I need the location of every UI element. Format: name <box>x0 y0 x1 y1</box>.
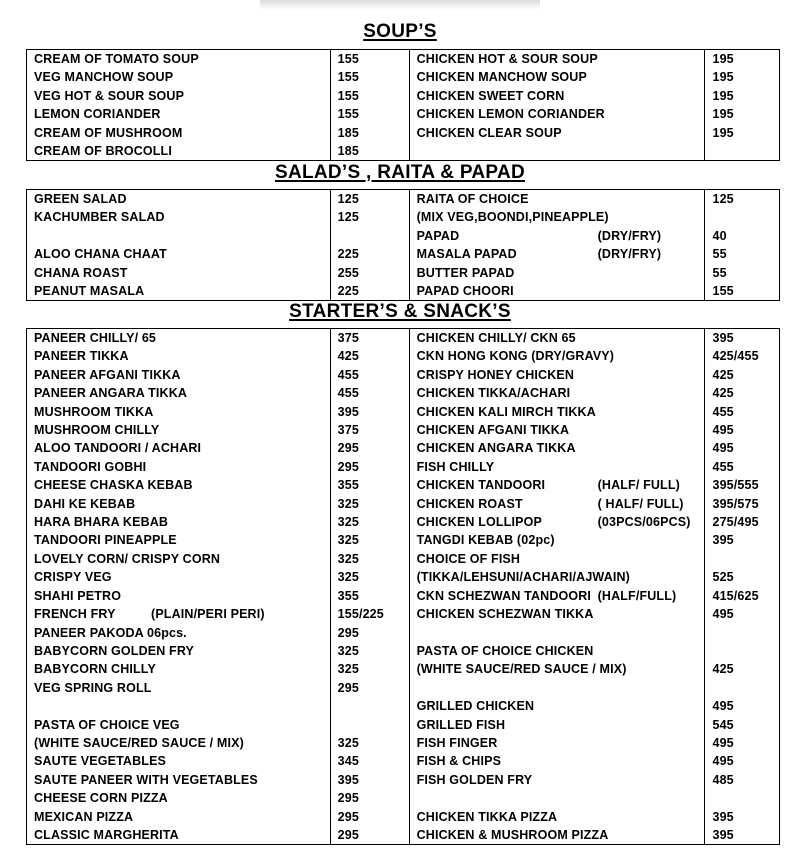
item-name-left: TANDOORI GOBHI <box>27 458 331 476</box>
item-name-left: CHEESE CHASKA KEBAB <box>27 476 331 494</box>
item-name-right: CHICKEN TIKKA PIZZA <box>409 808 705 826</box>
item-name-left: HARA BHARA KEBAB <box>27 513 331 531</box>
item-name-right: CHICKEN ANGARA TIKKA <box>409 439 705 457</box>
price-right: 195 <box>705 68 780 86</box>
price-right: 485 <box>705 771 780 789</box>
price-left: 295 <box>330 826 409 845</box>
price-right <box>705 642 780 660</box>
menu-row <box>27 642 780 660</box>
menu-row <box>27 771 780 789</box>
item-name-right: CRISPY HONEY CHICKEN <box>409 366 705 384</box>
menu-row <box>27 264 780 282</box>
item-name-right: (TIKKA/LEHSUNI/ACHARI/AJWAIN) <box>409 568 705 586</box>
price-left <box>330 697 409 715</box>
price-right <box>705 789 780 807</box>
price-right: 425 <box>705 366 780 384</box>
item-name-left: CREAM OF TOMATO SOUP <box>27 50 331 69</box>
price-left: 225 <box>330 282 409 301</box>
menu-row <box>27 124 780 142</box>
price-right: 275/495 <box>705 513 780 531</box>
item-name-right: CHICKEN HOT & SOUR SOUP <box>409 50 705 69</box>
menu-row <box>27 587 780 605</box>
menu-row <box>27 550 780 568</box>
item-name-right: (WHITE SAUCE/RED SAUCE / MIX) <box>409 660 705 678</box>
menu-row <box>27 789 780 807</box>
scan-shadow <box>260 0 540 10</box>
price-right: 495 <box>705 421 780 439</box>
menu-row <box>27 458 780 476</box>
soups-table <box>26 49 780 161</box>
menu-row <box>27 142 780 161</box>
menu-row <box>27 624 780 642</box>
menu-row <box>27 227 780 245</box>
item-name-left: VEG HOT & SOUR SOUP <box>27 87 331 105</box>
soups-heading: SOUP’S <box>363 21 437 42</box>
starters-table <box>26 328 780 845</box>
item-name-right: CHOICE OF FISH <box>409 550 705 568</box>
price-left: 125 <box>330 190 409 209</box>
item-name-right: TANGDI KEBAB (02pc) <box>409 531 705 549</box>
item-name-right: CHICKEN LEMON CORIANDER <box>409 105 705 123</box>
item-name-left: ALOO CHANA CHAAT <box>27 245 331 263</box>
menu-row <box>27 87 780 105</box>
menu-row <box>27 384 780 402</box>
menu-row <box>27 716 780 734</box>
item-name-left: (WHITE SAUCE/RED SAUCE / MIX) <box>27 734 331 752</box>
price-left: 295 <box>330 439 409 457</box>
starters-heading: STARTER’S & SNACK’S <box>289 301 511 322</box>
menu-row <box>27 476 780 494</box>
item-name-right: CHICKEN TIKKA/ACHARI <box>409 384 705 402</box>
item-name-right: CHICKEN SCHEZWAN TIKKA <box>409 605 705 623</box>
price-right: 155 <box>705 282 780 301</box>
price-right: 525 <box>705 568 780 586</box>
item-name-left: PANEER CHILLY/ 65 <box>27 329 331 348</box>
item-name-left: SAUTE VEGETABLES <box>27 752 331 770</box>
item-name-left: PANEER AFGANI TIKKA <box>27 366 331 384</box>
item-name-right: CHICKEN CLEAR SOUP <box>409 124 705 142</box>
item-name-left: FRENCH FRY (PLAIN/PERI PERI) <box>27 605 331 623</box>
item-name-left: PANEER ANGARA TIKKA <box>27 384 331 402</box>
item-option-tag: (PLAIN/PERI PERI) <box>151 607 265 622</box>
price-right: 195 <box>705 124 780 142</box>
item-name-right: CKN HONG KONG (DRY/GRAVY) <box>409 347 705 365</box>
item-name-left: VEG MANCHOW SOUP <box>27 68 331 86</box>
menu-row <box>27 105 780 123</box>
menu-row <box>27 752 780 770</box>
price-right: 395/555 <box>705 476 780 494</box>
menu-row <box>27 190 780 209</box>
item-name-left: ALOO TANDOORI / ACHARI <box>27 439 331 457</box>
menu-row <box>27 366 780 384</box>
item-name-left: CHANA ROAST <box>27 264 331 282</box>
item-name-left: LOVELY CORN/ CRISPY CORN <box>27 550 331 568</box>
price-left: 255 <box>330 264 409 282</box>
item-name-right: GRILLED CHICKEN <box>409 697 705 715</box>
price-right: 425 <box>705 660 780 678</box>
price-left: 295 <box>330 808 409 826</box>
price-left: 425 <box>330 347 409 365</box>
item-name-left: BABYCORN CHILLY <box>27 660 331 678</box>
item-name-right: RAITA OF CHOICE <box>409 190 705 209</box>
price-left <box>330 227 409 245</box>
menu-row <box>27 50 780 69</box>
item-name-left: TANDOORI PINEAPPLE <box>27 531 331 549</box>
price-right: 495 <box>705 605 780 623</box>
item-name-left: PANEER TIKKA <box>27 347 331 365</box>
price-left: 325 <box>330 495 409 513</box>
price-left: 325 <box>330 734 409 752</box>
price-left: 185 <box>330 124 409 142</box>
item-name-left: PANEER PAKODA 06pcs. <box>27 624 331 642</box>
price-left: 295 <box>330 624 409 642</box>
item-name-left: MUSHROOM TIKKA <box>27 403 331 421</box>
price-right: 455 <box>705 403 780 421</box>
price-left: 155 <box>330 68 409 86</box>
item-name-right: CHICKEN LOLLIPOP (03PCS/06PCS) <box>409 513 705 531</box>
price-right: 455 <box>705 458 780 476</box>
price-left: 355 <box>330 476 409 494</box>
price-left: 455 <box>330 384 409 402</box>
price-right: 425 <box>705 384 780 402</box>
price-left: 185 <box>330 142 409 161</box>
item-name-left: CREAM OF MUSHROOM <box>27 124 331 142</box>
item-name-right: CHICKEN KALI MIRCH TIKKA <box>409 403 705 421</box>
item-option-tag: (03PCS/06PCS) <box>597 515 691 530</box>
item-option-tag: (DRY/FRY) <box>597 247 662 262</box>
price-left: 155 <box>330 87 409 105</box>
item-name-left: CLASSIC MARGHERITA <box>27 826 331 845</box>
menu-row <box>27 734 780 752</box>
price-left: 395 <box>330 403 409 421</box>
item-name-right <box>409 624 705 642</box>
item-name-left: SAUTE PANEER WITH VEGETABLES <box>27 771 331 789</box>
item-name-right: (MIX VEG,BOONDI,PINEAPPLE) <box>409 208 705 226</box>
item-name-left: CHEESE CORN PIZZA <box>27 789 331 807</box>
item-name-left: SHAHI PETRO <box>27 587 331 605</box>
price-right: 395/575 <box>705 495 780 513</box>
price-right: 545 <box>705 716 780 734</box>
price-right: 395 <box>705 808 780 826</box>
price-right <box>705 624 780 642</box>
price-left: 325 <box>330 642 409 660</box>
menu-row <box>27 495 780 513</box>
item-name-right: FISH CHILLY <box>409 458 705 476</box>
item-name-right <box>409 789 705 807</box>
item-name-right: PAPAD (DRY/FRY) <box>409 227 705 245</box>
price-left: 325 <box>330 531 409 549</box>
item-name-left <box>27 697 331 715</box>
price-left: 125 <box>330 208 409 226</box>
item-name-right: CHICKEN MANCHOW SOUP <box>409 68 705 86</box>
price-left: 375 <box>330 329 409 348</box>
item-name-left: DAHI KE KEBAB <box>27 495 331 513</box>
menu-row <box>27 568 780 586</box>
item-name-right: CKN SCHEZWAN TANDOORI (HALF/FULL) <box>409 587 705 605</box>
item-name-right: CHICKEN & MUSHROOM PIZZA <box>409 826 705 845</box>
menu-row <box>27 679 780 697</box>
price-left: 155/225 <box>330 605 409 623</box>
item-name-left: MUSHROOM CHILLY <box>27 421 331 439</box>
price-right <box>705 208 780 226</box>
menu-row <box>27 403 780 421</box>
menu-row <box>27 697 780 715</box>
price-left: 375 <box>330 421 409 439</box>
price-right: 195 <box>705 87 780 105</box>
item-name-left: BABYCORN GOLDEN FRY <box>27 642 331 660</box>
item-name-right: FISH & CHIPS <box>409 752 705 770</box>
price-right <box>705 550 780 568</box>
price-right: 125 <box>705 190 780 209</box>
item-option-tag: (DRY/FRY) <box>597 228 662 243</box>
item-name-left <box>27 227 331 245</box>
price-left: 355 <box>330 587 409 605</box>
price-left: 295 <box>330 458 409 476</box>
price-right: 425/455 <box>705 347 780 365</box>
menu-row <box>27 329 780 348</box>
menu-row <box>27 826 780 845</box>
item-name-right: GRILLED FISH <box>409 716 705 734</box>
price-left: 455 <box>330 366 409 384</box>
salads-heading: SALAD’S , RAITA & PAPAD <box>274 162 526 183</box>
item-name-left: LEMON CORIANDER <box>27 105 331 123</box>
price-left: 325 <box>330 513 409 531</box>
price-left: 325 <box>330 660 409 678</box>
item-name-right: CHICKEN SWEET CORN <box>409 87 705 105</box>
item-name-right <box>409 679 705 697</box>
item-name-right: CHICKEN CHILLY/ CKN 65 <box>409 329 705 348</box>
price-left: 155 <box>330 105 409 123</box>
item-name-left: MEXICAN PIZZA <box>27 808 331 826</box>
menu-row <box>27 605 780 623</box>
price-right: 395 <box>705 329 780 348</box>
price-left: 325 <box>330 550 409 568</box>
menu-row <box>27 513 780 531</box>
item-name-right <box>409 142 705 161</box>
price-right: 495 <box>705 697 780 715</box>
price-right: 395 <box>705 826 780 845</box>
price-left: 345 <box>330 752 409 770</box>
price-right: 495 <box>705 439 780 457</box>
price-right: 195 <box>705 105 780 123</box>
item-name-left: PEANUT MASALA <box>27 282 331 301</box>
price-left: 295 <box>330 789 409 807</box>
menu-row <box>27 208 780 226</box>
menu-row <box>27 531 780 549</box>
item-name-right: MASALA PAPAD (DRY/FRY) <box>409 245 705 263</box>
price-right: 55 <box>705 264 780 282</box>
item-option-tag: (HALF/FULL) <box>597 588 677 603</box>
item-option-tag: ( HALF/ FULL) <box>597 496 684 511</box>
price-left: 155 <box>330 50 409 69</box>
item-name-left: PASTA OF CHOICE VEG <box>27 716 331 734</box>
price-right: 495 <box>705 734 780 752</box>
price-right: 40 <box>705 227 780 245</box>
item-option-tag: (HALF/ FULL) <box>597 478 680 493</box>
price-left: 225 <box>330 245 409 263</box>
item-name-left: CREAM OF BROCOLLI <box>27 142 331 161</box>
item-name-left: VEG SPRING ROLL <box>27 679 331 697</box>
price-right: 195 <box>705 50 780 69</box>
salads-table <box>26 189 780 301</box>
item-name-right: FISH GOLDEN FRY <box>409 771 705 789</box>
menu-row <box>27 282 780 301</box>
price-right <box>705 679 780 697</box>
item-name-right: CHICKEN TANDOORI (HALF/ FULL) <box>409 476 705 494</box>
item-name-right: FISH FINGER <box>409 734 705 752</box>
price-right: 415/625 <box>705 587 780 605</box>
item-name-right: PASTA OF CHOICE CHICKEN <box>409 642 705 660</box>
menu-row <box>27 347 780 365</box>
menu-row <box>27 439 780 457</box>
item-name-left: GREEN SALAD <box>27 190 331 209</box>
price-left: 295 <box>330 679 409 697</box>
item-name-left: KACHUMBER SALAD <box>27 208 331 226</box>
item-name-left: CRISPY VEG <box>27 568 331 586</box>
item-name-right: CHICKEN AFGANI TIKKA <box>409 421 705 439</box>
price-left <box>330 716 409 734</box>
price-left: 395 <box>330 771 409 789</box>
item-name-right: BUTTER PAPAD <box>409 264 705 282</box>
price-left: 325 <box>330 568 409 586</box>
price-right: 395 <box>705 531 780 549</box>
menu-row <box>27 245 780 263</box>
price-right: 495 <box>705 752 780 770</box>
menu-row <box>27 68 780 86</box>
price-right: 55 <box>705 245 780 263</box>
item-name-right: PAPAD CHOORI <box>409 282 705 301</box>
item-name-right: CHICKEN ROAST ( HALF/ FULL) <box>409 495 705 513</box>
price-right <box>705 142 780 161</box>
menu-row <box>27 660 780 678</box>
menu-row <box>27 421 780 439</box>
menu-row <box>27 808 780 826</box>
